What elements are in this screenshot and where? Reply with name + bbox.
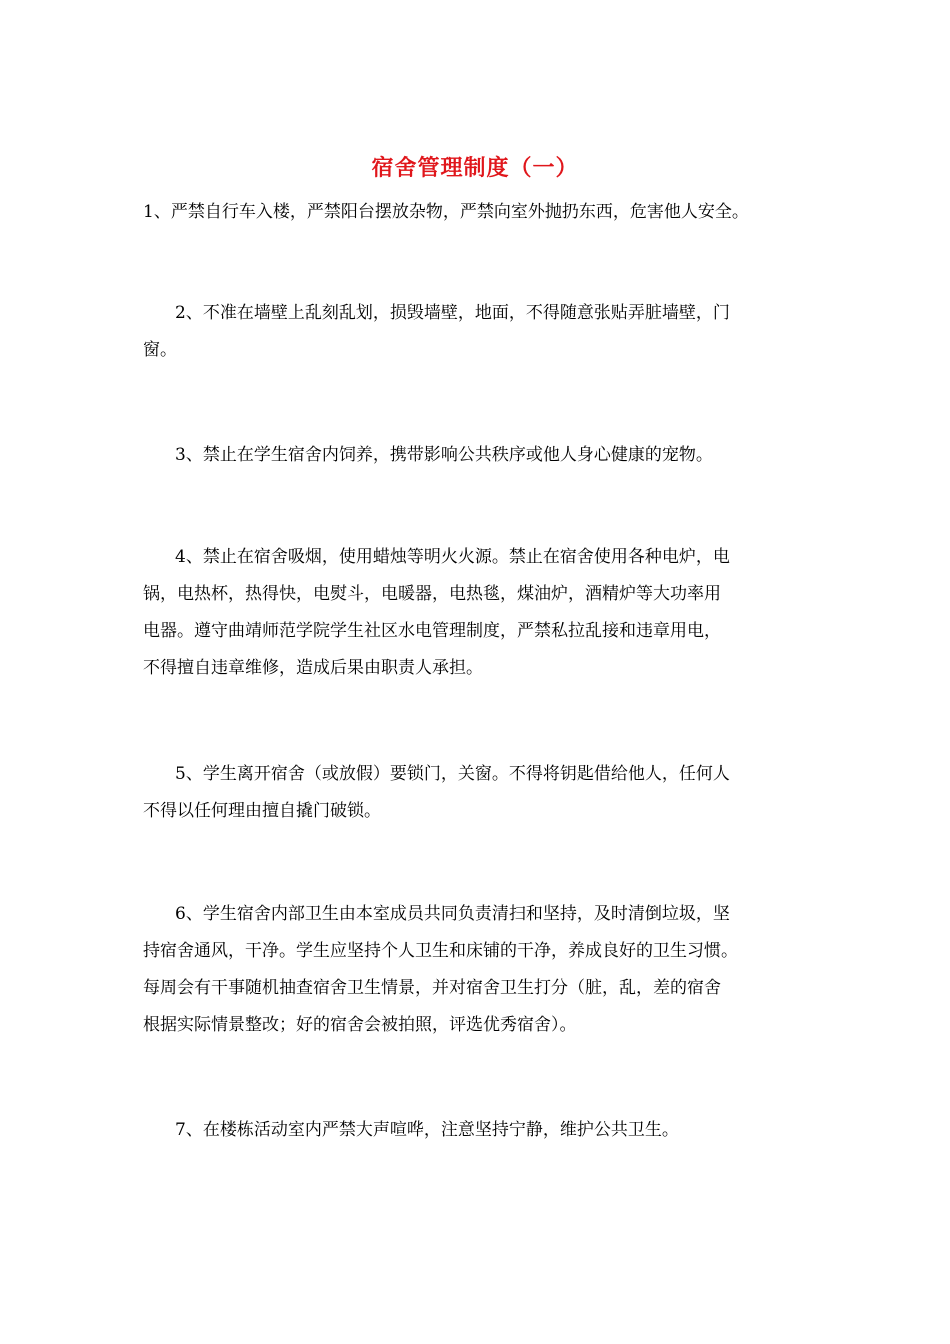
rule-line: 锅，电热杯，热得快，电熨斗，电暖器，电热毯，煤油炉，酒精炉等大功率用 [143,584,721,604]
rule-line: 每周会有干事随机抽查宿舍卫生情景，并对宿舍卫生打分（脏，乱，差的宿舍 [143,978,721,998]
rule-line: 不得擅自违章维修，造成后果由职责人承担。 [143,658,483,678]
rule-3 [143,437,813,474]
rule-2 [143,295,813,369]
rule-7 [143,1112,813,1149]
rule-line: 不得以任何理由擅自撬门破锁。 [143,801,381,821]
rule-1 [143,194,813,231]
rule-5 [143,756,813,830]
rule-line: 持宿舍通风，干净。学生应坚持个人卫生和床铺的干净，养成良好的卫生习惯。 [143,941,738,961]
rule-line: 3、禁止在学生宿舍内饲养，携带影响公共秩序或他人身心健康的宠物。 [175,445,713,465]
rule-line: 5、学生离开宿舍（或放假）要锁门，关窗。不得将钥匙借给他人，任何人 [175,764,730,784]
rule-line: 7、在楼栋活动室内严禁大声喧哗，注意坚持宁静，维护公共卫生。 [175,1120,679,1140]
rule-6 [143,896,813,1044]
rule-line: 6、学生宿舍内部卫生由本室成员共同负责清扫和坚持，及时清倒垃圾，坚 [175,904,730,924]
rule-line: 4、禁止在宿舍吸烟，使用蜡烛等明火火源。禁止在宿舍使用各种电炉，电 [175,547,730,567]
rule-line: 窗。 [143,340,177,360]
rule-line: 电器。遵守曲靖师范学院学生社区水电管理制度，严禁私拉乱接和违章用电， [143,621,721,641]
rule-line: 1、严禁自行车入楼，严禁阳台摆放杂物，严禁向室外抛扔东西，危害他人安全。 [143,202,749,222]
rule-4 [143,539,813,687]
rule-line: 根据实际情景整改；好的宿舍会被拍照，评选优秀宿舍）。 [143,1015,577,1035]
document-title: 宿舍管理制度（一） [371,155,579,181]
rule-line: 2、不准在墙壁上乱刻乱划，损毁墙壁，地面，不得随意张贴弄脏墙壁，门 [175,303,730,323]
